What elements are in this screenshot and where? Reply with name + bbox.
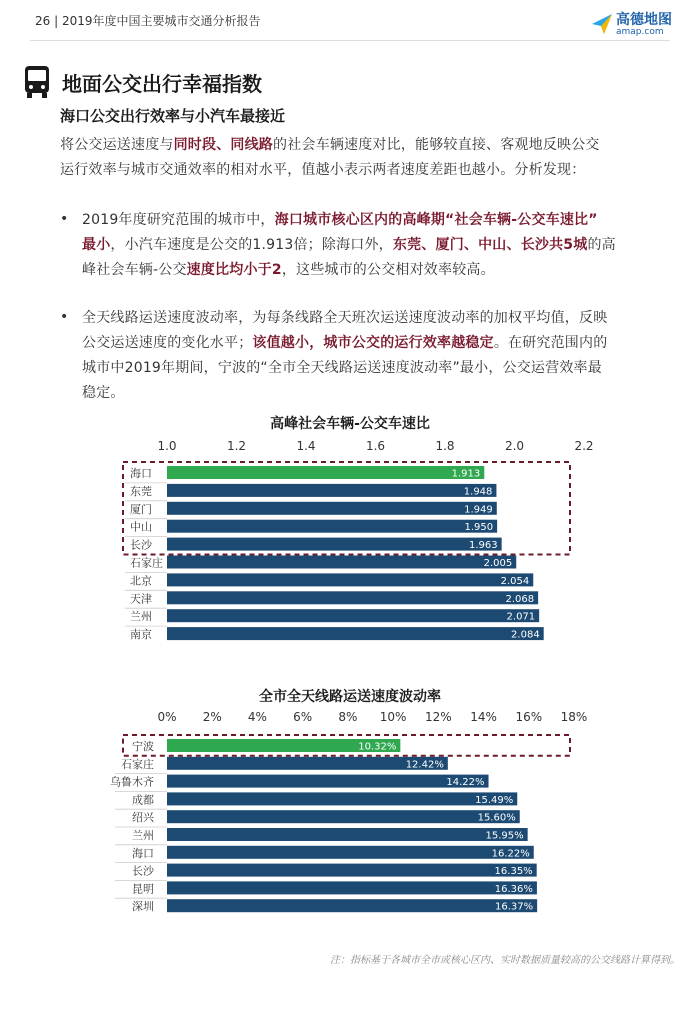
bar-value-label: 16.36% — [494, 883, 533, 895]
category-label: 南京 — [130, 628, 152, 642]
bullet-dot: • — [60, 309, 69, 325]
bar-value-label: 16.37% — [495, 901, 534, 913]
bar-value-label: 16.22% — [491, 848, 530, 860]
bar-value-label: 10.32% — [358, 741, 397, 753]
intro-highlight: 同时段、同线路 — [173, 137, 274, 153]
axis-tick-label: 2.2 — [574, 439, 594, 453]
category-label: 中山 — [130, 520, 152, 534]
bar — [167, 864, 537, 877]
footnote: 注：指标基于各城市全市或核心区内、实时数据质量较高的公交线路计算得到。 — [330, 955, 680, 966]
bar — [167, 591, 538, 604]
bar — [167, 466, 484, 479]
axis-tick-label: 2% — [202, 710, 222, 724]
axis-tick-label: 1.0 — [157, 439, 177, 453]
header-divider — [30, 40, 670, 41]
bullet-text: 。在研究范围内的 — [493, 335, 608, 351]
category-label: 海口 — [130, 467, 152, 480]
axis-tick-label: 1.2 — [226, 439, 247, 453]
bar — [167, 520, 497, 533]
bullet-highlight: 东莞、厦门、中山、长沙共5城 — [392, 237, 588, 253]
axis-tick-label: 14% — [470, 710, 497, 724]
bullet-highlight: 该值越小，城市公交的运行效率越稳定 — [252, 335, 494, 351]
category-label: 厦门 — [130, 502, 152, 516]
bullet-text: 稳定。 — [82, 385, 125, 401]
bar — [167, 573, 533, 586]
speed-ratio-chart — [0, 432, 700, 662]
page-number: 26 — [35, 14, 51, 28]
bar — [167, 502, 497, 515]
axis-tick-label: 4% — [247, 710, 267, 724]
category-label: 长沙 — [132, 864, 154, 878]
intro-paragraph — [60, 133, 660, 183]
bar — [167, 828, 528, 841]
logo-name: 高德地图 — [616, 12, 672, 28]
bar-value-label: 1.949 — [464, 504, 493, 516]
bar-value-label: 14.22% — [446, 777, 485, 789]
bar — [167, 881, 537, 894]
bullet-highlight: 海口城市核心区内的高峰期“社会车辆-公交车速比” — [274, 212, 598, 228]
bar-value-label: 16.35% — [494, 866, 533, 878]
bar — [167, 538, 502, 551]
axis-tick-label: 1.6 — [365, 439, 386, 453]
category-label: 兰州 — [132, 829, 154, 842]
axis-tick-label: 2.0 — [504, 439, 525, 453]
amap-logo-icon — [590, 12, 614, 36]
bar-value-label: 15.60% — [477, 812, 516, 824]
category-label: 宁波 — [132, 740, 154, 753]
bar-value-label: 15.95% — [485, 830, 524, 842]
category-label: 兰州 — [130, 610, 152, 624]
bullet-text: ，小汽车速度是公交的1.913倍；除海口外， — [110, 237, 393, 253]
category-label: 天津 — [130, 592, 152, 606]
page-header — [0, 0, 700, 46]
category-label: 昆明 — [132, 882, 154, 896]
header-separator: | — [54, 14, 62, 28]
bullet-highlight: 速度比均小于2 — [186, 262, 282, 278]
axis-tick-label: 12% — [424, 710, 452, 724]
bar-value-label: 15.49% — [475, 794, 514, 806]
axis-tick-label: 10% — [379, 710, 407, 724]
bar-value-label: 1.963 — [469, 540, 498, 552]
bullet-paragraph-1 — [82, 208, 662, 283]
category-label: 海口 — [132, 846, 154, 860]
bar — [167, 609, 539, 622]
chart1-title: 高峰社会车辆-公交车速比 — [270, 416, 430, 432]
category-label: 长沙 — [130, 538, 152, 552]
bullet-text: 公交运送速度的变化水平； — [82, 335, 253, 351]
bar — [167, 810, 520, 823]
bar — [167, 846, 534, 859]
bullet-text: 峰社会车辆-公交 — [82, 262, 187, 278]
bullet-text: 全天线路运送速度波动率，为每条线路全天班次运送速度波动率的加权平均值，反映 — [82, 310, 608, 326]
bus-icon — [24, 65, 50, 99]
bar-value-label: 1.950 — [464, 522, 494, 534]
intro-text: 的社会车辆速度对比，能够较直接、客观地反映公交 — [273, 137, 600, 153]
bar-value-label: 2.054 — [500, 575, 530, 587]
category-label: 东莞 — [130, 484, 152, 498]
bar-value-label: 12.42% — [405, 759, 444, 771]
bar — [167, 775, 489, 788]
bar — [167, 556, 516, 569]
fluctuation-chart — [0, 704, 700, 919]
axis-tick-label: 0% — [157, 710, 177, 724]
axis-tick-label: 16% — [515, 710, 543, 724]
bar-value-label: 1.913 — [451, 468, 481, 480]
category-label: 石家庄 — [130, 556, 163, 570]
header-text — [35, 12, 261, 29]
report-title: 2019年度中国主要城市交通分析报告 — [61, 14, 261, 28]
bar-value-label: 1.948 — [463, 486, 493, 498]
bullet-text: ，这些城市的公交相对效率较高。 — [281, 262, 495, 278]
bullet-highlight: 最小 — [82, 237, 111, 253]
category-label: 石家庄 — [121, 757, 154, 771]
bar — [167, 627, 544, 640]
category-label: 深圳 — [132, 900, 154, 914]
axis-tick-label: 6% — [293, 710, 313, 724]
bullet-text: 的高 — [587, 237, 616, 253]
bar-value-label: 2.005 — [483, 558, 513, 569]
axis-tick-label: 1.8 — [435, 439, 455, 453]
bar — [167, 792, 517, 805]
category-label: 成都 — [132, 793, 154, 807]
bar-value-label: 2.084 — [511, 629, 540, 641]
intro-text: 运行效率与城市交通效率的相对水平，值越小表示两者速度差距也越小。分析发现： — [60, 162, 586, 178]
category-label: 乌鲁木齐 — [110, 775, 154, 789]
bar — [167, 484, 496, 497]
axis-tick-label: 8% — [338, 710, 358, 724]
subtitle: 海口公交出行效率与小汽车最接近 — [60, 107, 286, 125]
bullet-text: 2019年度研究范围的城市中， — [82, 212, 275, 228]
bar-value-label: 2.071 — [506, 611, 536, 623]
bar-value-label: 2.068 — [505, 593, 535, 605]
intro-text: 将公交运送速度与 — [60, 137, 174, 153]
bullet-paragraph-2 — [82, 306, 662, 406]
bullet-dot: • — [60, 211, 69, 227]
category-label: 绍兴 — [132, 811, 154, 825]
bullet-text: 城市中2019年期间，宁波的“全市全天线路运送速度波动率”最小，公交运营效率最 — [82, 360, 602, 376]
chart2-title: 全市全天线路运送速度波动率 — [259, 689, 441, 705]
section-title: 地面公交出行幸福指数 — [62, 72, 262, 96]
axis-tick-label: 1.4 — [296, 439, 316, 453]
bar — [167, 899, 537, 912]
logo-domain: amap.com — [616, 27, 664, 37]
axis-tick-label: 18% — [560, 710, 588, 724]
category-label: 北京 — [130, 574, 152, 588]
